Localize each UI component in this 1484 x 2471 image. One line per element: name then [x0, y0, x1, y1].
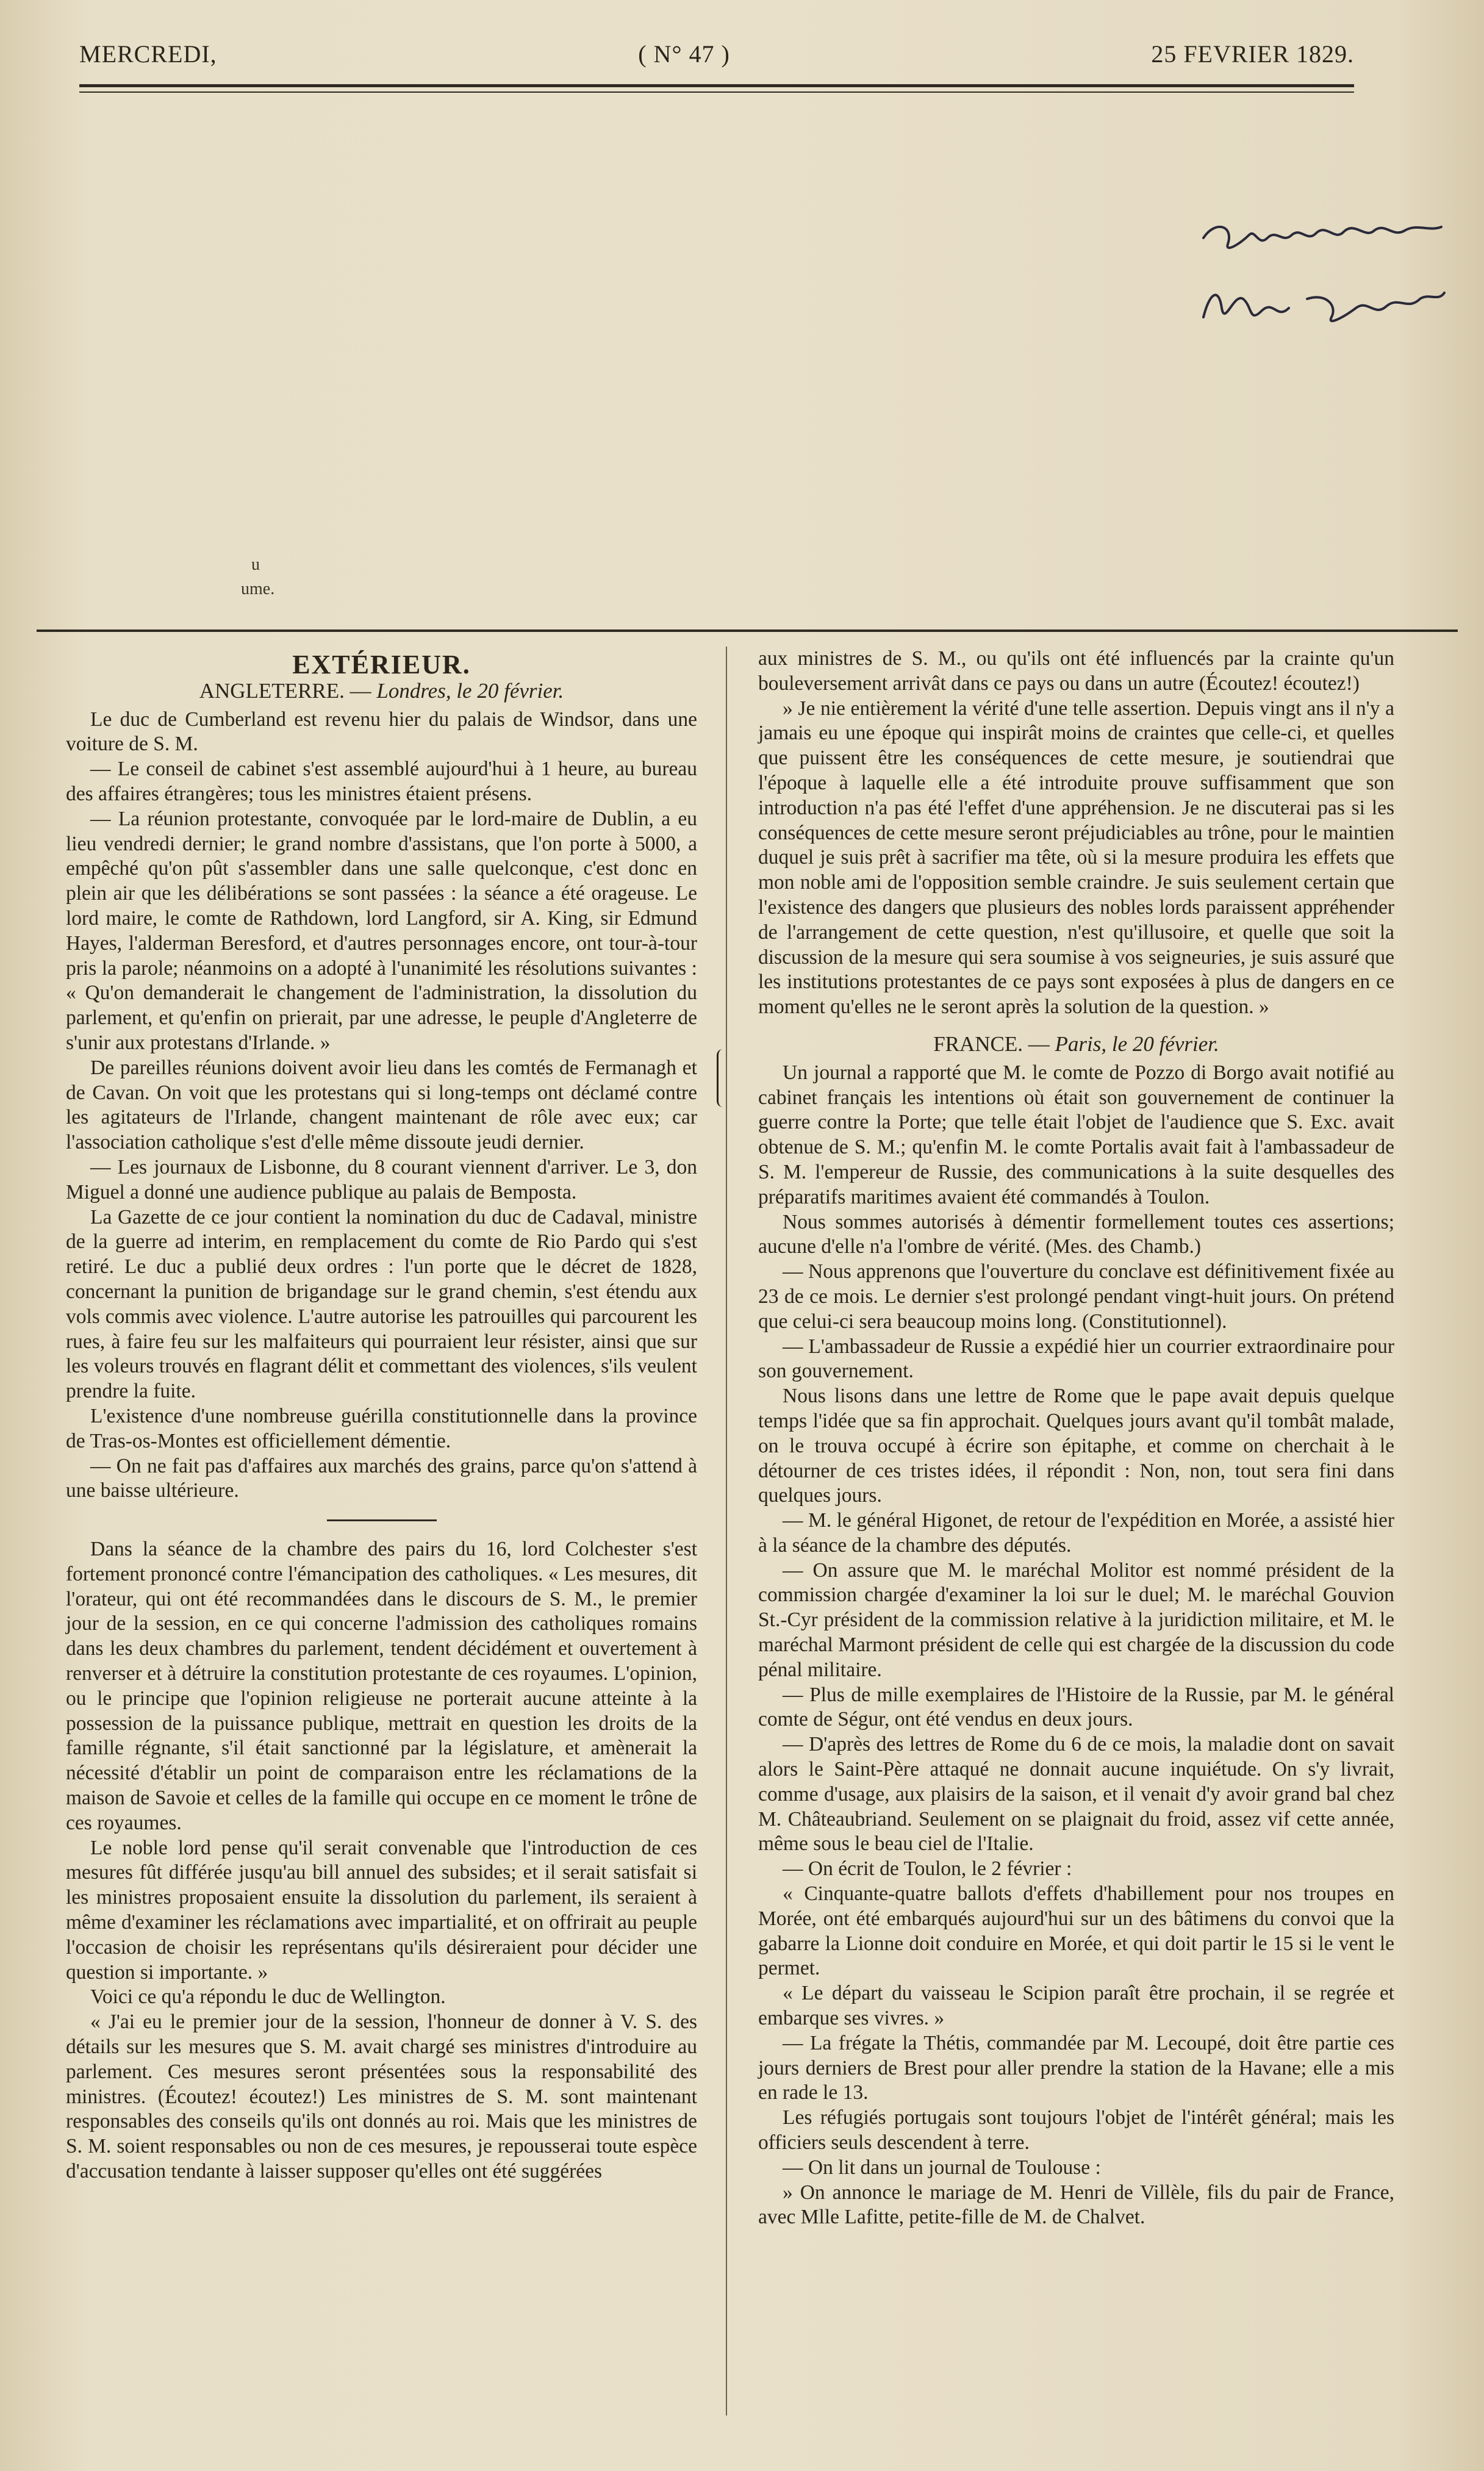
- dateline-place: Londres, le 20 février.: [376, 678, 564, 703]
- masthead: [79, 35, 1354, 72]
- bracket-mark: [717, 1049, 731, 1107]
- stray-fragment: ume.: [241, 579, 275, 598]
- article-paragraph: — M. le général Higonet, de retour de l'expédition en Morée, a assisté hier à la séance de la chambre des députés.: [758, 1509, 1394, 1557]
- article-paragraph: Le duc de Cumberland est revenu hier du palais de Windsor, dans une voiture de S. M.: [66, 708, 697, 756]
- article-paragraph: Le noble lord pense qu'il serait convenable que l'introduction de ces mesures fût différée jusqu'au bill annuel des subsides; et il serait satisfait si les ministres proposaient ensuite la dissolution du parlement, ils seraient à même d'examiner les réclamations avec impartialité, et on offrirait au peuple l'occasion de choisir les représentans qu'ils désireraient pour décider une question si importante. »: [66, 1836, 697, 1984]
- section-rule: [37, 629, 1458, 632]
- masthead-date: 25 FEVRIER 1829.: [1151, 40, 1354, 68]
- dateline-country: FRANCE. —: [933, 1031, 1050, 1056]
- left-column: [66, 647, 697, 2184]
- article-paragraph: — Plus de mille exemplaires de l'Histoire de la Russie, par M. le général comte de Ségur, ont été vendus en deux jours.: [758, 1683, 1394, 1731]
- article-paragraph: — La réunion protestante, convoquée par le lord-maire de Dublin, a eu lieu vendredi dernier; le grand nombre d'assistans, que l'on porte à 5000, a empêché qu'on pût s'assembler dans une salle quelconque, c'est donc en plein air que les délibérations se sont passées : la séance a été orageuse. Le lord maire, le comte de Rathdown, lord Langford, sir A. King, sir Edmund Hayes, l'alderman Beresford, et d'autres personnages encore, ont tour-à-tour pris la parole; néanmoins on a adopté à l'unanimité les résolutions suivantes : « Qu'on demanderait le changement de l'administration, la dissolution du parlement, et qu'enfin on prierait, par une adresse, le peuple d'Angleterre de s'unir aux protestans d'Irlande. »: [66, 807, 697, 1054]
- article-paragraph: — On lit dans un journal de Toulouse :: [783, 2156, 1101, 2179]
- column-divider: [726, 647, 727, 2415]
- article-paragraph: « J'ai eu le premier jour de la session, l'honneur de donner à V. S. des détails sur les mesures que S. M. avait chargé ses ministres d'introduire au parlement. Ces mesures seront présentées sous la responsabilité des ministres. (Écoutez! écoutez!) Les ministres de S. M. sont maintenant responsables des conseils qu'ils ont donnés au roi. Mais que les ministres de S. M. soient responsables ou non de ces mesures, je repousserai toute espèce d'accusation tendante à laisser supposer qu'elles ont été suggérées: [66, 2010, 697, 2183]
- article-paragraph: — D'après des lettres de Rome du 6 de ce mois, la maladie dont on savait alors le Saint-Père attaqué ne donnait aucune inquiétude. On s'y livrait, comme d'usage, aux plaisirs de la saison, et il venait d'y avoir grand bal chez M. Châteaubriand. Seulement on se plaignait du froid, assez vif cette année, même sous le beau ciel de l'Italie.: [758, 1733, 1394, 1856]
- article-paragraph: La Gazette de ce jour contient la nomination du duc de Cadaval, ministre de la guerre ad interim, en remplacement du comte de Rio Pardo qui s'est retiré. Le duc a publié deux ordres : l'un porte que le décret de 1828, concernant la punition de brigandage sur le grand chemin, s'est étendu aux vols commis avec violence. L'autre autorise les patrouilles qui parcourent les rues, à faire feu sur les malfaiteurs qui pourraient leur résister, ainsi que sur les voleurs trouvés en flagrant délit et commettant des violences, s'ils veulent prendre la fuite.: [66, 1205, 697, 1403]
- dateline-angleterre: [66, 679, 697, 704]
- article-paragraph: aux ministres de S. M., ou qu'ils ont été influencés par la crainte qu'un bouleversement arrivât dans ce pays ou dans un autre (Écoutez! écoutez!): [758, 647, 1394, 695]
- article-paragraph: Nous lisons dans une lettre de Rome que le pape avait depuis quelque temps l'idée que sa fin approchait. Quelques jours avant qu'il tombât malade, on le trouva occupé à écrire son épitaphe, et comme on cherchait à le détourner de ces tristes idées, il répondit : Non, non, tout sera fini dans quelques jours.: [758, 1385, 1394, 1507]
- article-paragraph: — On assure que M. le maréchal Molitor est nommé président de la commission chargée d'examiner la loi sur le duel; M. le maréchal Gouvion St.-Cyr président de la commission relative à la juridiction militaire, et M. le maréchal Marmont président de celle qui est chargée de la discussion du code pénal militaire.: [758, 1558, 1394, 1681]
- dateline-france: [758, 1032, 1394, 1057]
- issue-number: ( N° 47 ): [638, 40, 730, 68]
- article-paragraph: Voici ce qu'a répondu le duc de Wellington.: [90, 1985, 446, 2009]
- article-paragraph: Dans la séance de la chambre des pairs du 16, lord Colchester s'est fortement prononcé contre l'émancipation des catholiques. « Les mesures, dit l'orateur, qui ont été recommandées dans le discours de S. M., le premier jour de la session, en ce qui concerne l'admission des catholiques romains dans les deux chambres du parlement, tendent décidément et ouvertement à renverser et à détruire la constitution protestante de ces royaumes. L'opinion, ou le principe que l'opinion religieuse ne porterait aucune atteinte à la possession de la puissance publique, mettrait en question les droits de la famille régnante, s'il était sanctionné par la législature, et amènerait la nécessité d'établir un point de comparaison entre les réclamations de la maison de Savoie et celles de la famille qui occupe en ce moment le trône de ces royaumes.: [66, 1538, 697, 1834]
- article-paragraph: — La frégate la Thétis, commandée par M. Lecoupé, doit être partie ces jours derniers de Brest pour aller prendre la station de la Havane; elle a mis en rade le 13.: [758, 2031, 1394, 2104]
- article-paragraph: Les réfugiés portugais sont toujours l'objet de l'intérêt général; mais les officiers seuls descendent à terre.: [758, 2106, 1394, 2154]
- article-paragraph: L'existence d'une nombreuse guérilla constitutionnelle dans la province de Tras-os-Montes est officiellement démentie.: [66, 1404, 697, 1452]
- article-paragraph: — L'ambassadeur de Russie a expédié hier un courrier extraordinaire pour son gouvernement.: [758, 1335, 1394, 1383]
- article-paragraph: » On annonce le mariage de M. Henri de Villèle, fils du pair de France, avec Mlle Lafitte, petite-fille de M. de Chalvet.: [758, 2181, 1394, 2229]
- right-column: [758, 647, 1394, 2230]
- article-paragraph: — Les journaux de Lisbonne, du 8 courant viennent d'arriver. Le 3, don Miguel a donné une audience publique au palais de Bemposta.: [66, 1155, 697, 1203]
- dateline-place: Paris, le 20 février.: [1055, 1031, 1219, 1056]
- article-paragraph: » Je nie entièrement la vérité d'une telle assertion. Depuis vingt ans il n'y a jamais eu une époque qui inspirât moins de craintes que celle-ci, et quelles que puissent être les conséquences de cette mesure, je soutiendrai que l'époque à laquelle elle a été introduite prouve suffisamment que son introduction n'a pas été l'effet d'une appréhension. Je ne discuterai pas si les conséquences de cette mesure seront préjudiciables au trône, pour le maintien duquel je suis prêt à sacrifier ma tête, où si la mesure produira les effets que mon noble ami de l'opposition semble craindre. Je suis seulement certain que l'existence des dangers que plusieurs des nobles lords paraissent appréhender de l'arrangement de cette question, n'est qu'illusoire, et quelle que soit la discussion de la mesure qui sera soumise à vos seigneuries, je suis assuré que les institutions protestantes de ce pays sont exposées à plus de dangers en ce moment qu'elles ne le seront après la solution de la question. »: [758, 697, 1394, 1019]
- section-heading: EXTÉRIEUR.: [292, 650, 471, 680]
- handwritten-signature: [1191, 201, 1447, 366]
- article-paragraph: « Le départ du vaisseau le Scipion paraît être prochain, il se regrée et embarque ses vivres. »: [758, 1982, 1394, 2030]
- article-separator: [327, 1519, 437, 1521]
- masthead-rule: [79, 84, 1354, 87]
- article-paragraph: — Nous apprenons que l'ouverture du conclave est définitivement fixée au 23 de ce mois. Le dernier s'est prolongé pendant vingt-huit jours. On prétend que celui-ci sera beaucoup moins long. (Constitutionnel).: [758, 1260, 1394, 1333]
- dateline-country: ANGLETERRE. —: [199, 678, 371, 703]
- article-paragraph: Un journal a rapporté que M. le comte de Pozzo di Borgo avait notifié au cabinet français les intentions où était son gouvernement de continuer la guerre contre la Porte; que telle était l'objet de l'audience que S. Exc. avait obtenue de S. M.; qu'enfin M. le comte Portalis avait fait à l'ambassadeur de S. M. l'empereur de Russie, des communications à la suite desquelles des préparatifs maritimes avaient été commandés à Toulon.: [758, 1061, 1394, 1208]
- article-paragraph: — On écrit de Toulon, le 2 février :: [783, 1857, 1072, 1881]
- article-paragraph: — On ne fait pas d'affaires aux marchés des grains, parce qu'on s'attend à une baisse ultérieure.: [66, 1454, 697, 1502]
- article-paragraph: « Cinquante-quatre ballots d'effets d'habillement pour nos troupes en Morée, ont été embarqués aujourd'hui sur un des bâtimens du convoi que la gabarre la Lionne doit conduire en Morée, et qui doit partir le 15 si le vent le permet.: [758, 1882, 1394, 1980]
- article-paragraph: Nous sommes autorisés à démentir formellement toutes ces assertions; aucune d'elle n'a l'ombre de vérité. (Mes. des Chamb.): [758, 1210, 1394, 1258]
- masthead-day: MERCREDI,: [79, 40, 217, 68]
- article-paragraph: De pareilles réunions doivent avoir lieu dans les comtés de Fermanagh et de Cavan. On voit que les protestans qui si long-temps ont déclamé contre les agitateurs de l'Irlande, changent maintenant de rôle avec eux; car l'association catholique s'est d'elle même dissoute jeudi dernier.: [66, 1056, 697, 1154]
- masthead-rule-thin: [79, 91, 1354, 93]
- article-paragraph: — Le conseil de cabinet s'est assemblé aujourd'hui à 1 heure, au bureau des affaires étrangères; tous les ministres étaient présens.: [66, 758, 697, 805]
- stray-mark: u: [251, 555, 260, 574]
